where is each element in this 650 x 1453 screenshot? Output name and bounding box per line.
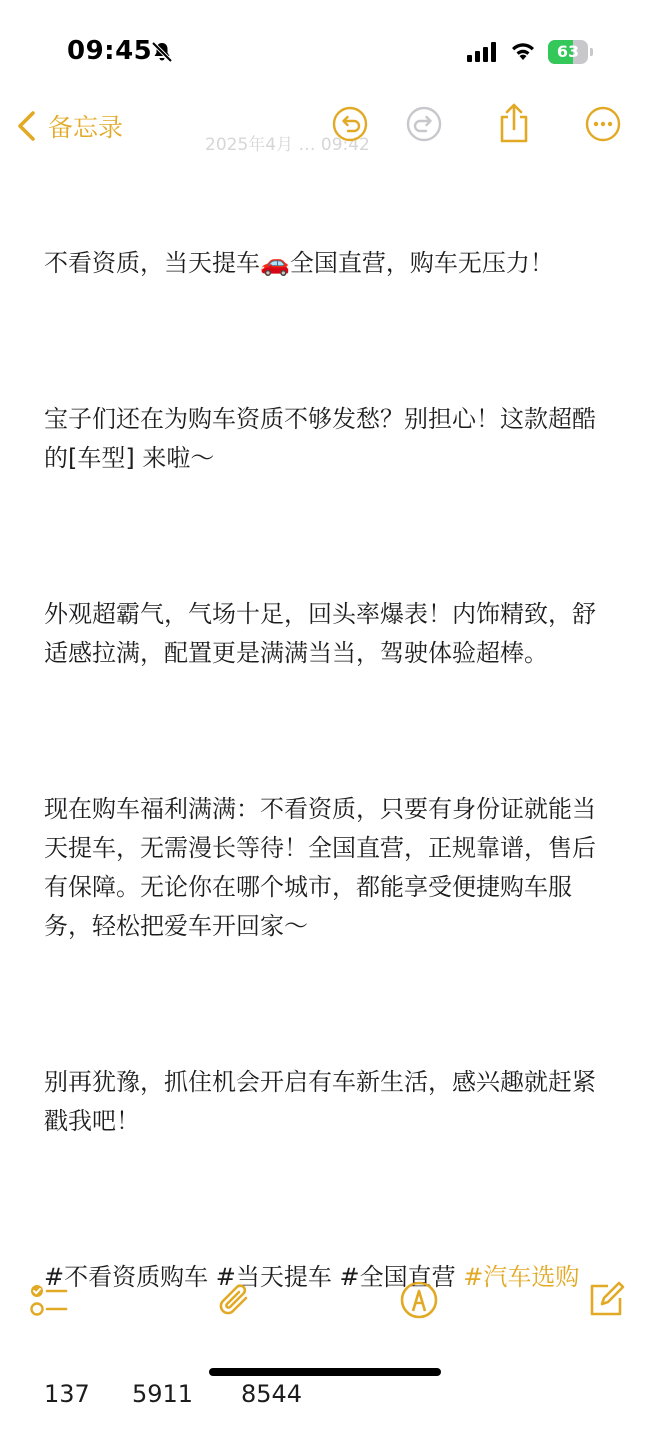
wifi-icon xyxy=(509,40,537,62)
note-hashtags: #不看资质购车 #当天提车 #全国直营 #汽车选购 xyxy=(44,1263,580,1291)
back-button[interactable] xyxy=(14,106,123,146)
car-emoji: 🚗 xyxy=(260,249,290,277)
battery-level: 63 xyxy=(556,42,580,61)
note-date-faint: 2025年4月 … 09:42 xyxy=(205,135,370,155)
battery-indicator xyxy=(548,40,594,64)
back-label: 备忘录 xyxy=(48,113,124,142)
note-phone-number: 137 5911 8544 xyxy=(44,1380,303,1408)
attachment-button[interactable] xyxy=(216,1280,256,1320)
home-indicator[interactable] xyxy=(209,1368,441,1376)
compose-button[interactable] xyxy=(586,1280,626,1320)
bell-muted-icon xyxy=(150,40,174,64)
more-icon xyxy=(585,106,621,142)
nav-bar xyxy=(0,100,650,156)
chevron-left-icon xyxy=(14,109,38,143)
share-button[interactable] xyxy=(496,102,532,144)
redo-button[interactable] xyxy=(406,106,442,142)
checklist-button[interactable] xyxy=(28,1280,68,1320)
note-body[interactable] xyxy=(44,166,616,1453)
markup-icon xyxy=(399,1280,439,1320)
checklist-icon xyxy=(28,1280,68,1320)
undo-icon xyxy=(332,106,368,142)
note-paragraph: 外观超霸气，气场十足，回头率爆表！内饰精致，舒适感拉满，配置更是满满当当，驾驶体验超棒。 xyxy=(44,600,596,667)
markup-button[interactable] xyxy=(399,1280,439,1320)
status-time: 09:45 xyxy=(67,36,153,66)
undo-button[interactable] xyxy=(332,106,368,142)
note-paragraph: 现在购车福利满满：不看资质，只要有身份证就能当天提车，无需漫长等待！全国直营，正规靠谱，售后有保障。无论你在哪个城市，都能享受便捷购车服务，轻松把爱车开回家～ xyxy=(44,795,596,940)
attachment-icon xyxy=(216,1280,256,1320)
hashtag-link[interactable]: #汽车选购 xyxy=(463,1263,580,1291)
share-icon xyxy=(496,102,532,144)
note-paragraph: 别再犹豫，抓住机会开启有车新生活，感兴趣就赶紧戳我吧！ xyxy=(44,1068,596,1135)
redo-icon xyxy=(406,106,442,142)
status-bar xyxy=(0,0,650,100)
note-paragraph: 宝子们还在为购车资质不够发愁？别担心！这款超酷的[车型] 来啦～ xyxy=(44,405,596,472)
more-button[interactable] xyxy=(585,106,621,142)
note-paragraph: 不看资质，当天提车🚗全国直营，购车无压力！ xyxy=(44,249,554,277)
cellular-signal-icon xyxy=(467,42,499,62)
compose-icon xyxy=(586,1280,626,1320)
